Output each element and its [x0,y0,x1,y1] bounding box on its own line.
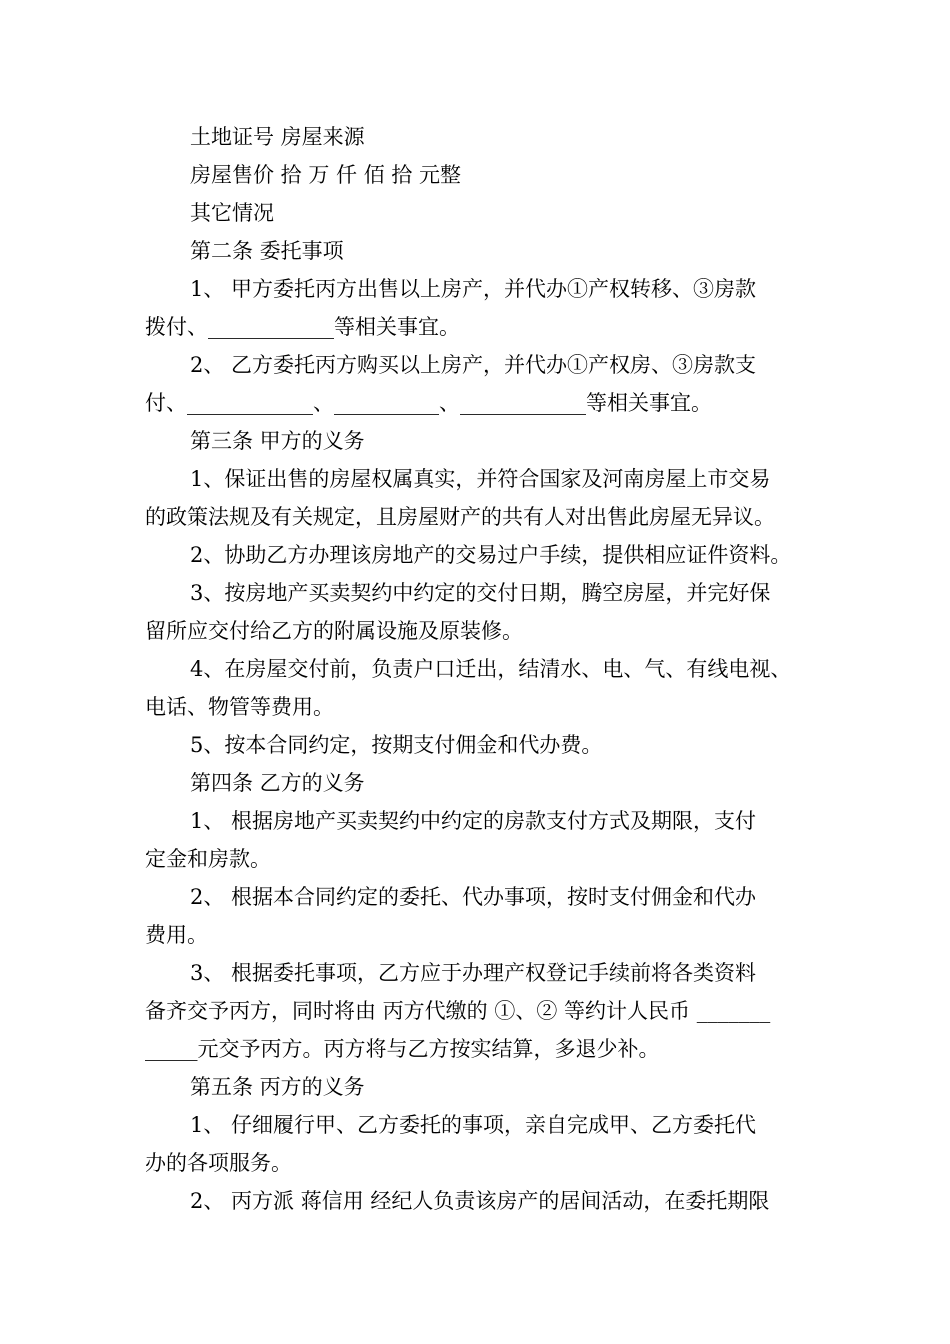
document-line: 定金和房款。 [145,847,271,871]
document-page [145,118,825,1220]
document-line: 2、 丙方派 蒋信用 经纪人负责该房产的居间活动，在委托期限 [190,1189,770,1213]
document-line: 3、按房地产买卖契约中约定的交付日期，腾空房屋，并完好保 [190,581,771,605]
document-line: 1、 仔细履行甲、乙方委托的事项，亲自完成甲、乙方委托代 [190,1113,757,1137]
document-line: 1、 根据房地产买卖契约中约定的房款支付方式及期限，支付 [190,809,757,833]
document-line: _____元交予丙方。丙方将与乙方按实结算，多退少补。 [145,1037,660,1061]
document-line: 办的各项服务。 [145,1151,292,1175]
document-line: 费用。 [145,923,208,947]
document-line: 第五条 丙方的义务 [190,1075,365,1099]
document-line: 3、 根据委托事项，乙方应于办理产权登记手续前将各类资料 [190,961,757,985]
document-line: 的政策法规及有关规定，且房屋财产的共有人对出售此房屋无异议。 [145,505,775,529]
document-line: 4、在房屋交付前，负责户口迁出，结清水、电、气、有线电视、 [190,657,792,681]
document-line: 第四条 乙方的义务 [190,771,365,795]
document-line: 1、保证出售的房屋权属真实，并符合国家及河南房屋上市交易 [190,467,771,491]
document-line: 2、协助乙方办理该房地产的交易过户手续，提供相应证件资料。 [190,543,792,567]
document-line: 第三条 甲方的义务 [190,429,365,453]
document-line: 土地证号 房屋来源 [190,125,365,149]
document-line: 2、 根据本合同约定的委托、代办事项，按时支付佣金和代办 [190,885,757,909]
document-line: 2、 乙方委托丙方购买以上房产，并代办①产权房、③房款支 [190,353,757,377]
document-line: 1、 甲方委托丙方出售以上房产，并代办①产权转移、③房款 [190,277,757,301]
document-line: 5、按本合同约定，按期支付佣金和代办费。 [190,733,603,757]
document-line: 房屋售价 拾 万 仟 佰 拾 元整 [190,163,462,187]
document-line: 留所应交付给乙方的附属设施及原装修。 [145,619,523,643]
document-line: 电话、物管等费用。 [145,695,334,719]
document-line: 备齐交予丙方，同时将由 丙方代缴的 ①、② 等约计人民币 _______ [145,999,771,1023]
document-line: 付、____________、__________、____________等相关事宜。 [145,391,712,415]
document-line: 第二条 委托事项 [190,239,344,263]
document-line: 拨付、____________等相关事宜。 [145,315,460,339]
document-line: 其它情况 [190,201,274,225]
